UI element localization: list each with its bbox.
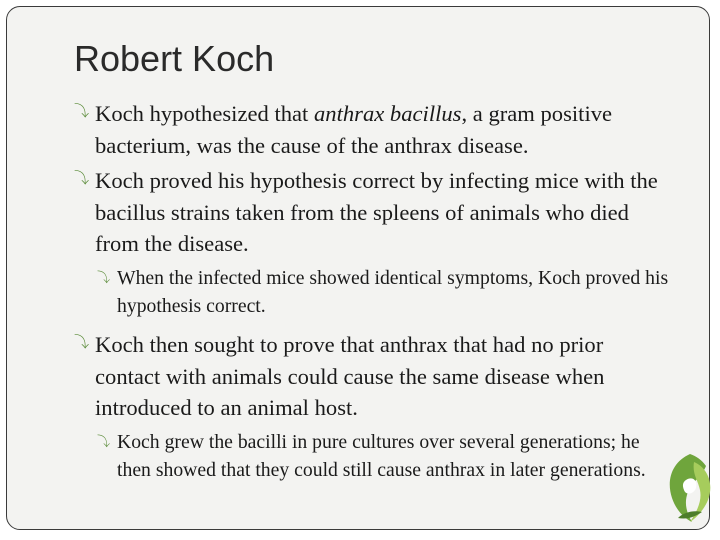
slide-title: Robert Koch	[74, 38, 275, 79]
curved-arrow-bullet-icon: ⤵	[97, 269, 111, 285]
bullet-item	[74, 98, 674, 161]
bullet-text: Koch grew the bacilli in pure cultures over several generations; he then showed that they could still cause anthrax in later generations.	[117, 430, 646, 482]
bullet-text: When the infected mice showed identical symptoms, Koch proved his hypothesis correct.	[117, 266, 669, 318]
bullet-list	[74, 98, 674, 493]
curved-arrow-bullet-icon: ⤵	[74, 334, 90, 351]
green-leaf-logo-icon	[664, 452, 716, 526]
bullet-text: Koch proved his hypothesis correct by infecting mice with the bacillus strains taken from the spleens of animals who died from the disease.	[95, 168, 658, 257]
bullet-text: , a gram positive bacterium, was the cause of the anthrax disease.	[95, 101, 613, 158]
bullet-item	[74, 165, 674, 260]
curved-arrow-bullet-icon: ⤵	[74, 171, 90, 188]
bullet-item	[74, 329, 674, 424]
italic-text: anthrax bacillus	[313, 101, 462, 126]
curved-arrow-bullet-icon: ⤵	[97, 433, 111, 449]
bullet-text: Koch then sought to prove that anthrax that had no prior contact with animals could cause the same disease when introduced to an animal host.	[95, 331, 605, 421]
bullet-text: Koch hypothesized that	[95, 101, 314, 126]
sub-bullet-item	[97, 264, 674, 321]
sub-bullet-item	[97, 428, 674, 485]
curved-arrow-bullet-icon: ⤵	[74, 104, 90, 120]
